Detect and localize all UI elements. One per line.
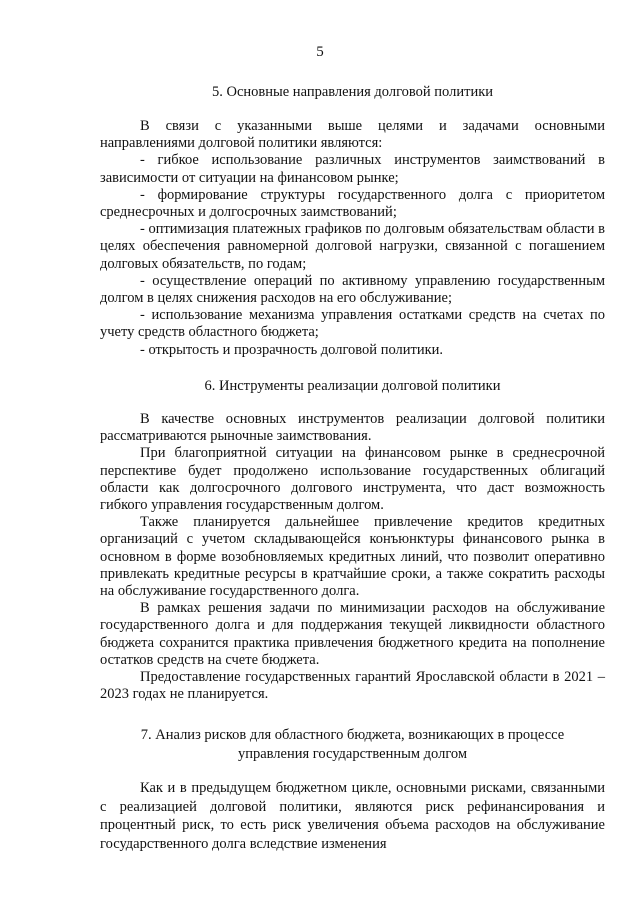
section-6-body xyxy=(100,411,605,703)
section-6-title: 6. Инструменты реализации долговой политики xyxy=(204,378,501,394)
paragraph: В связи с указанными выше целями и задачами основными направлениями долговой политики являются: xyxy=(100,118,605,152)
list-item: - гибкое использование различных инструментов заимствований в зависимости от ситуации на финансовом рынке; xyxy=(100,152,605,186)
list-item: - оптимизация платежных графиков по долговым обязательствам области в целях обеспечения равномерной долговой нагрузки, связанной с погашением долговых обязательств, по годам; xyxy=(100,221,605,272)
section-7-title-line-1: 7. Анализ рисков для областного бюджета, возникающих в процессе xyxy=(140,727,565,743)
paragraph: В качестве основных инструментов реализации долговой политики рассматриваются рыночные заимствования. xyxy=(100,411,605,445)
paragraph: Предоставление государственных гарантий Ярославской области в 2021 – 2023 годах не планируется. xyxy=(100,669,605,703)
list-item: - использование механизма управления остатками средств на счетах по учету средств областного бюджета; xyxy=(100,307,605,341)
paragraph: При благоприятной ситуации на финансовом рынке в среднесрочной перспективе будет продолжено использование государственных облигаций области как долгосрочного долгового инструмента, что даст возможность гибкого управления государственным долгом. xyxy=(100,445,605,514)
paragraph: Как и в предыдущем бюджетном цикле, основными рисками, связанными с реализацией долговой политики, являются риск рефинансирования и процентный риск, то есть риск увеличения объема расходов на обслуживание государственного долга вследствие изменения xyxy=(100,780,605,852)
paragraph: В рамках решения задачи по минимизации расходов на обслуживание государственного долга и для поддержания текущей ликвидности областного бюджета сохранится практика привлечения бюджетного кредита на пополнение остатков средств на счете бюджета. xyxy=(100,600,605,668)
section-5-body xyxy=(100,118,605,359)
paragraph: Также планируется дальнейшее привлечение кредитов кредитных организаций с учетом складывающейся конъюнктуры финансового рынка в основном в форме возобновляемых кредитных линий, что позволит оперативно привлекать кредитные ресурсы в кратчайшие сроки, а также сократить расходы на обслуживание государственного долга. xyxy=(100,514,605,600)
list-item: - формирование структуры государственного долга с приоритетом среднесрочных и долгосрочных заимствований; xyxy=(100,186,605,221)
section-7-title-line-2: управления государственным долгом xyxy=(237,746,468,762)
list-item: - осуществление операций по активному управлению государственным долгом в целях снижения расходов на его обслуживание; xyxy=(100,272,605,307)
section-7-title xyxy=(100,726,605,764)
list-item: - открытость и прозрачность долговой политики. xyxy=(140,341,444,358)
section-5-title: 5. Основные направления долговой политики xyxy=(211,84,494,100)
section-7-body xyxy=(100,779,605,853)
page-number: 5 xyxy=(316,44,324,60)
